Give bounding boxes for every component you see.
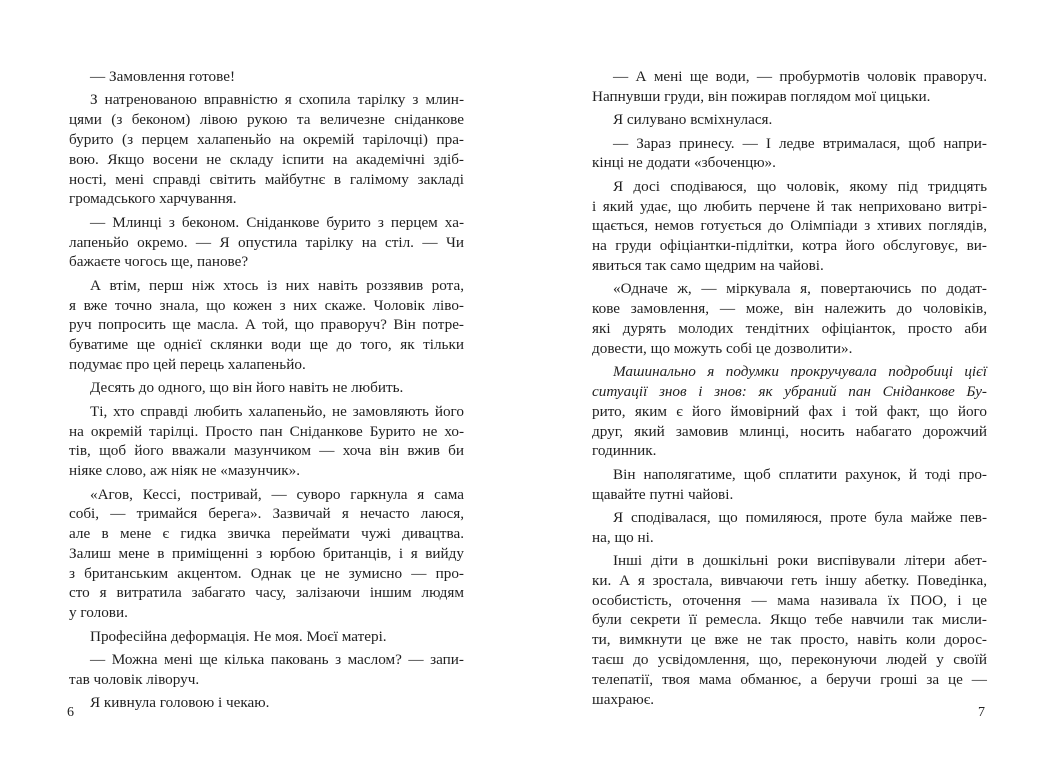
text-line: сто я витратила забагато часу, залізаючи іншим людям — [69, 584, 464, 602]
paragraph — [592, 465, 987, 505]
right-page-text — [592, 67, 987, 709]
text-line: З натренованою вправністю я схопила тарілку з млин- — [90, 91, 464, 109]
text-line: але в мене є гидка звичка переймати чужі дивацтва. — [69, 525, 464, 543]
text-line: явиться так само щедрим на чайові. — [592, 256, 824, 274]
text-line: на, що ні. — [592, 528, 654, 546]
text-line: у голови. — [69, 604, 128, 622]
text-line: собі, — тримайся берега». Зазвичай я нечасто лаюся, — [69, 505, 464, 523]
text-line: щавайте путні чайові. — [592, 485, 734, 503]
paragraph — [592, 177, 987, 276]
text-line: ніяке слово, аж ніяк не «мазунчик». — [69, 462, 301, 480]
text-line: на окремій тарілці. Просто пан Сніданкове Бурито не хо- — [69, 422, 464, 440]
paragraph — [592, 67, 987, 107]
text-line: — Млинці з беконом. Сніданкове бурито з перцем ха- — [90, 213, 464, 231]
text-line: щається, немов готується до Олімпіади з хтивих поглядів, — [592, 217, 987, 235]
paragraph — [69, 402, 464, 481]
text-line: Напнувши груди, він пожирав поглядом мої цицьки. — [592, 87, 931, 105]
text-line: подумає про цей перець халапеньйо. — [69, 355, 306, 373]
paragraph — [592, 110, 987, 130]
paragraph — [69, 90, 464, 209]
text-line: вою. Якщо восени не складу іспити на академічні здіб- — [69, 150, 464, 168]
text-line: були секрети її ремесла. Якщо тебе навчили так мисли- — [592, 611, 987, 629]
text-line: «Агов, Кессі, постривай, — суворо гаркнула я сама — [90, 485, 464, 503]
text-line: буватиме ще однієї склянки води ще до того, як тільки — [69, 336, 464, 354]
right-page — [525, 0, 1050, 761]
text-line: ситуації знов і знов: як убраний пан Сніданкове Бу- — [592, 382, 987, 400]
paragraph — [69, 650, 464, 690]
paragraph — [69, 378, 464, 398]
text-line: Залиш мене в приміщенні з юрбою британців, і я вийду — [69, 544, 464, 562]
text-line: які дурять молодих тендітних офіціанток, просто аби — [592, 319, 987, 337]
text-line: ти, вимкнути це вже не так просто, навіть коли дорос- — [592, 631, 987, 649]
text-line: Я кивнула головою і чекаю. — [90, 694, 270, 712]
text-line: шахраює. — [592, 690, 655, 708]
left-page-number: 6 — [67, 705, 74, 720]
text-line: годинник. — [592, 442, 657, 460]
text-line: Я досі сподіваюся, що чоловік, якому під тридцять — [613, 177, 987, 195]
text-line: я вже точно знала, що кожен з них скаже. Чоловік ліво- — [69, 296, 464, 314]
paragraph — [69, 485, 464, 624]
paragraph — [69, 627, 464, 647]
text-line: рито, яким є його ймовірний фах і той факт, що його — [592, 402, 987, 420]
text-line: тав чоловік ліворуч. — [69, 670, 200, 688]
text-line: таєш до усвідомлення, що, переконуючи людей у своїй — [592, 651, 987, 669]
paragraph — [69, 67, 464, 87]
text-line: громадського харчування. — [69, 190, 237, 208]
text-line: друг, який замовив млинці, носить набагато дорожчий — [592, 422, 987, 440]
text-line: Я сподівалася, що помиляюся, проте була майже пев- — [613, 508, 987, 526]
text-line: телепатії, твоя мама обманює, а беручи гроші за це — — [592, 670, 987, 688]
text-line: Інші діти в дошкільні роки виспівували літери абет- — [613, 552, 987, 570]
text-line: довести, що можуть собі це дозволити». — [592, 339, 853, 357]
text-line: бажаєте чогось ще, панове? — [69, 253, 249, 271]
text-line: ності, мені справді світить майбутнє в галімому закладі — [69, 170, 464, 188]
text-line: ки. А я зростала, вивчаючи геть іншу абетку. Поведінка, — [592, 571, 987, 589]
text-line: лапеньйо окремо. — Я опустила тарілку на стіл. — Чи — [69, 233, 464, 251]
right-page-number: 7 — [978, 705, 985, 720]
paragraph — [69, 213, 464, 272]
text-line: А втім, перш ніж хтось із них навіть роззявив рота, — [90, 276, 464, 294]
paragraph — [592, 551, 987, 709]
left-page-text — [69, 67, 464, 713]
text-line: Десять до одного, що він його навіть не любить. — [90, 379, 404, 397]
text-line: кове замовлення, — може, він належить до чоловіків, — [592, 300, 987, 318]
paragraph — [592, 134, 987, 174]
text-line: Ті, хто справді любить халапеньйо, не замовляють його — [90, 402, 464, 420]
text-line: — Можна мені ще кілька паковань з маслом? — запи- — [90, 651, 464, 669]
text-line: Машинально я подумки прокручувала подробиці цієї — [613, 363, 987, 381]
text-line: Я силувано всміхнулася. — [613, 111, 773, 129]
text-line: руч попросить ще масла. А той, що праворуч? Він потре- — [69, 316, 464, 334]
paragraph — [69, 693, 464, 713]
text-line: кінці не додати «збоченцю». — [592, 154, 776, 172]
text-line: і який удає, що любить перчене й так неприховано витрі- — [592, 197, 987, 215]
text-line: особистість, оточення — мама називала їх ПОО, і це — [592, 591, 987, 609]
paragraph — [592, 362, 987, 461]
text-line: Професійна деформація. Не моя. Моєї матері. — [90, 627, 387, 645]
paragraph — [592, 279, 987, 358]
text-line: «Одначе ж, — міркувала я, повертаючись по додат- — [613, 280, 987, 298]
text-line: Він наполягатиме, щоб сплатити рахунок, й тоді про- — [613, 465, 987, 483]
paragraph — [69, 276, 464, 375]
text-line: бурито (з перцем халапеньйо на окремій тарілочці) пра- — [69, 130, 464, 148]
paragraph — [592, 508, 987, 548]
text-line: тів, щоб його вважали мазунчиком — хоча він вжив би — [69, 442, 464, 460]
text-line: — Зараз принесу. — І ледве втрималася, щоб напри- — [613, 134, 987, 152]
text-line: — А мені ще води, — пробурмотів чоловік праворуч. — [613, 68, 987, 85]
text-line: з британським акцентом. Однак це не зумисно — про- — [69, 564, 464, 582]
text-line: на груди офіціантки-підлітки, котра його обслуговує, ви- — [592, 237, 987, 255]
text-line: цями (з беконом) лівою рукою та величезне сніданкове — [69, 111, 464, 129]
text-line: — Замовлення готове! — [90, 68, 236, 85]
